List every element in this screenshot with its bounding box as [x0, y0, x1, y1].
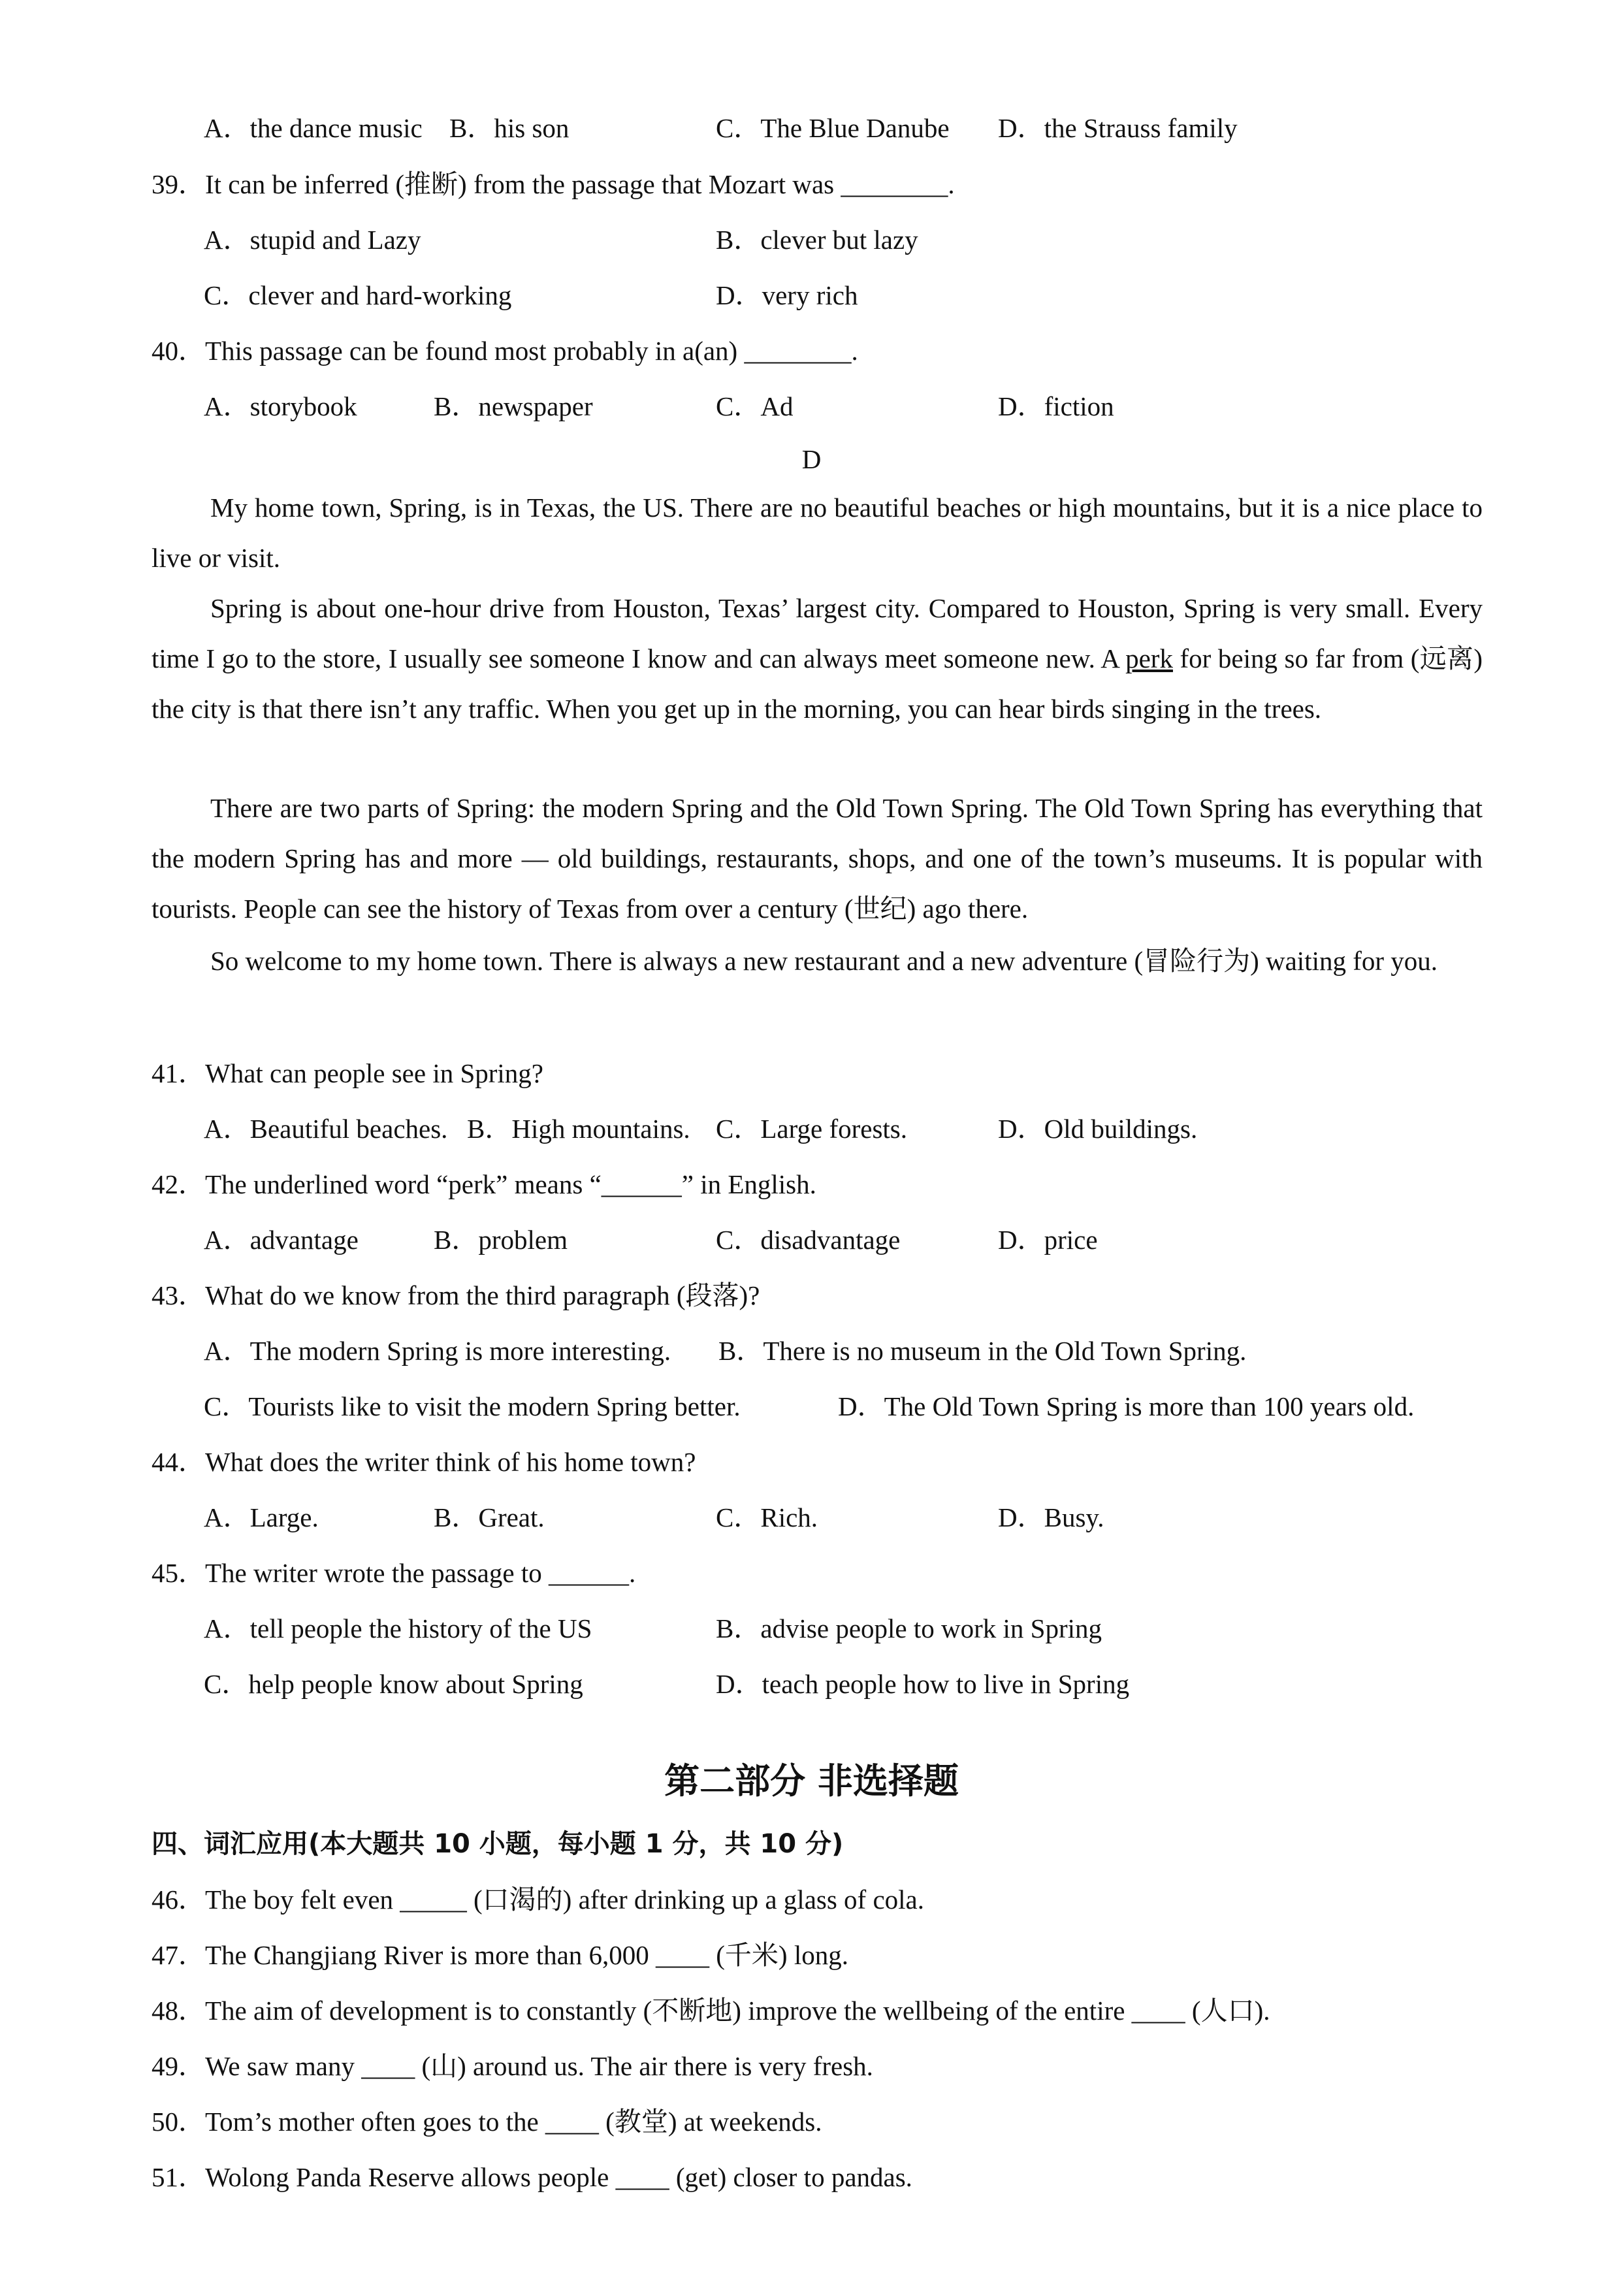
q51: 51．Wolong Panda Reserve allows people ____ (get) closer to pandas.: [152, 2162, 912, 2192]
q45-stem: 45．The writer wrote the passage to ______.: [152, 1558, 636, 1588]
q42-stem: 42．The underlined word “perk” means “______” in English.: [152, 1169, 816, 1199]
q40-option-a: A．storybook: [204, 391, 357, 421]
q39-option-c: C．clever and hard-working: [204, 280, 512, 310]
q50: 50．Tom’s mother often goes to the ____ (教堂) at weekends.: [152, 2107, 822, 2137]
q41-option-b: B．High mountains.: [467, 1114, 690, 1144]
q39-option-b: B．clever but lazy: [716, 225, 918, 255]
q42-option-d: D．price: [998, 1225, 1098, 1255]
q45-option-c: C．help people know about Spring: [204, 1669, 583, 1699]
q45-option-b: B．advise people to work in Spring: [716, 1613, 1102, 1643]
q39-stem: 39．It can be inferred (推断) from the passage that Mozart was ________.: [152, 169, 955, 199]
q44-option-a: A．Large.: [204, 1502, 319, 1532]
q46: 46．The boy felt even _____ (口渴的) after drinking up a glass of cola.: [152, 1884, 924, 1915]
q41-option-d: D．Old buildings.: [998, 1114, 1198, 1144]
passage-label: D: [801, 444, 822, 474]
underlined-word-perk: perk: [1125, 643, 1173, 673]
q40-option-d: D．fiction: [998, 391, 1114, 421]
q38-option-b: B．his son: [449, 113, 570, 143]
passage-paragraph-4: So welcome to my home town. There is always a new restaurant and a new adventure (冒险行为) waiting for you.: [210, 946, 1438, 976]
section-four-heading: 四、词汇应用(本大题共 10 小题，每小题 1 分，共 10 分): [152, 1829, 844, 1859]
q41-option-c: C．Large forests.: [716, 1114, 908, 1144]
q42-option-a: A．advantage: [204, 1225, 359, 1255]
q45-option-d: D．teach people how to live in Spring: [716, 1669, 1130, 1699]
q44-option-b: B．Great.: [434, 1502, 545, 1532]
q38-option-c: C．The Blue Danube: [716, 113, 950, 143]
passage-paragraph-1: My home town, Spring, is in Texas, the US. There are no beautiful beaches or high mountains, but it is a nice place to live or visit.: [152, 493, 1483, 573]
q42-option-b: B．problem: [434, 1225, 568, 1255]
q44-stem: 44．What does the writer think of his home town?: [152, 1447, 696, 1477]
passage-paragraph-2-text-before: Spring is about one-hour drive from Houston, Texas’ largest city. Compared to Houston, Spring is very small. Every time I go to the store, I usually see someone I know and can always meet someone new. A: [152, 593, 1483, 673]
q43-stem: 43．What do we know from the third paragraph (段落)?: [152, 1280, 760, 1310]
q43-option-d: D．The Old Town Spring is more than 100 years old.: [838, 1391, 1415, 1421]
q44-option-c: C．Rich.: [716, 1502, 818, 1532]
passage-paragraph-2: [152, 583, 1483, 734]
q43-option-c: C．Tourists like to visit the modern Spring better.: [204, 1391, 741, 1421]
q43-option-b: B．There is no museum in the Old Town Spring.: [718, 1336, 1247, 1366]
q40-option-c: C．Ad: [716, 391, 794, 421]
q39-option-d: D．very rich: [716, 280, 858, 310]
q44-option-d: D．Busy.: [998, 1502, 1104, 1532]
q39-option-a: A．stupid and Lazy: [204, 225, 421, 255]
passage-paragraph-3: There are two parts of Spring: the modern Spring and the Old Town Spring. The Old Town Spring has everything that the modern Spring has and more — old buildings, restaurants, shops, and one of the town’s museums. It is popular with tourists. People can see the history of Texas from over a century (世纪) ago there.: [152, 793, 1483, 924]
q40-stem: 40．This passage can be found most probably in a(an) ________.: [152, 336, 858, 366]
q43-option-a: A．The modern Spring is more interesting.: [204, 1336, 671, 1366]
q48: 48．The aim of development is to constantly (不断地) improve the wellbeing of the entire ____ (人口).: [152, 1996, 1270, 2026]
q47: 47．The Changjiang River is more than 6,000 ____ (千米) long.: [152, 1940, 848, 1970]
q41-option-a: A．Beautiful beaches.: [204, 1114, 448, 1144]
q49: 49．We saw many ____ (山) around us. The air there is very fresh.: [152, 2051, 873, 2081]
q45-option-a: A．tell people the history of the US: [204, 1613, 592, 1643]
q41-stem: 41．What can people see in Spring?: [152, 1058, 544, 1088]
q38-option-a: A．the dance music: [204, 113, 423, 143]
q42-option-c: C．disadvantage: [716, 1225, 901, 1255]
part-two-title: 第二部分 非选择题: [664, 1760, 959, 1802]
q40-option-b: B．newspaper: [434, 391, 593, 421]
q38-option-d: D．the Strauss family: [998, 113, 1238, 143]
passage-paragraph-2-text-after: for being so far from (远离) the city is that there isn’t any traffic. When you get up in the morning, you can hear birds singing in the trees.: [152, 643, 1483, 724]
